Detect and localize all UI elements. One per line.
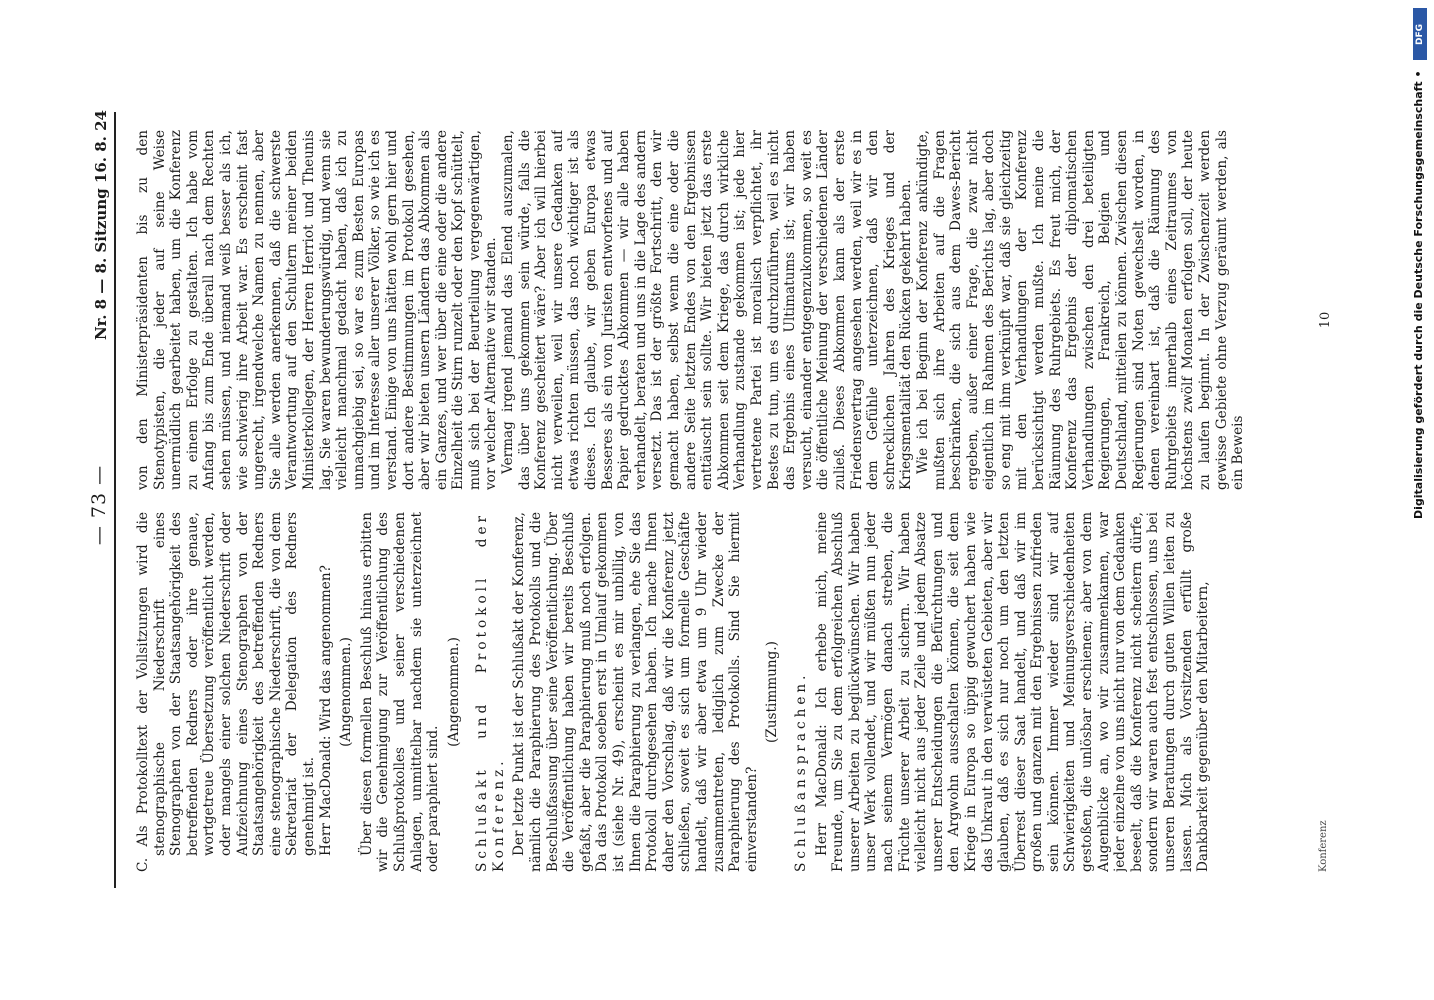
paragraph: Wie ich bei Beginn der Konferenz ankündigte, mußten sich ihre Arbeiten auf die Fragen beschränken, die sich aus dem Dawes-Bericht ergeben, außer einer Frage, die zwar nicht eigentlich im Rahmen des Berichts lag, aber doch so eng mit ihm verknüpft war, daß sie gleichzeitig mit den Verhandlungen der Konferenz berücksichtigt werden mußte. Ich meine die Räumung des Ruhrgebiets. Es freut mich, der Konferenz das Ergebnis der diplomatischen Verhandlungen zwischen den drei beteiligten Regierungen, Frankreich, Belgien und Deutschland, mitteilen zu können. Zwischen diesen Regierungen sind Noten gewechselt worden, in denen vereinbart ist, daß die Räumung des Ruhrgebiets innerhalb eines Zeitraumes von höchstens zwölf Monaten erfolgen soll, der heute zu laufen beginnt. In der Zwischenzeit werden gewisse Gebiete ohne Verzug geräumt werden, als ein Beweis xyxy=(914,130,1247,490)
interjection: (Angenommen.) xyxy=(445,637,462,747)
session-label: Nr. 8 — 8. Sitzung 16. 8. 24 xyxy=(92,110,110,341)
header-rule xyxy=(114,112,116,888)
paragraph: Der letzte Punkt ist der Schlußakt der Konferenz, nämlich die Paraphierung des Protokolls und die Beschlußfassung über seine Veröffentlichung. Über die Veröffentlichung haben wir bereits Beschluß gefaßt, aber die Paraphierung muß noch erfolgen. Da das Protokoll soeben erst in Umlauf gekommen ist (siehe Nr. 49), erscheint es mir unbillig, von Ihnen die Paraphierung zu verlangen, ehe Sie das Protokoll durchgesehen haben. Ich mache Ihnen daher den Vorschlag, daß wir die Konferenz jetzt schließen, soweit es sich um formelle Geschäfte handelt, daß wir aber etwa um 9 Uhr wieder zusammentreten, lediglich zum Zwecke der Paraphierung des Protokolls. Sind Sie hiermit einverstanden? xyxy=(511,512,760,872)
paragraph: C. Als Protokolltext der Vollsitzungen wird die stenographische Niederschrift eines Stenographen von der Staatsangehörigkeit des betreffenden Redners oder ihre genaue, wortgetreue Übersetzung veröffentlicht werden, oder mangels einer solchen Niederschrift oder Aufzeichnung eines Stenographen von der Staatsangehörigkeit des betreffenden Redners eine stenographische Niederschrift, die von dem Sekretariat der Delegation des Redners genehmigt ist. xyxy=(135,512,317,872)
digitisation-notice: Digitalisierung gefördert durch die Deutsche Forschungsgemeinschaft • xyxy=(1412,70,1425,519)
footer-page-index: 10 xyxy=(1318,311,1333,329)
paragraph: Herr MacDonald: Ich erhebe mich, meine Freunde, um Sie zu dem erfolgreichen Abschluß unserer Arbeiten zu beglückwünschen. Wir haben unser Werk vollendet, und wir müßten nun jeder nach seinem Vermögen danach streben, die Früchte unserer Arbeit zu sichern. Wir haben vielleicht nicht aus jeder Zeile und jedem Absatze unserer Entscheidungen die Befürchtungen und den Argwohn ausschalten können, die seit dem Kriege in Europa so üppig gewuchert haben wie das Unkraut in den verwüsteten Gebieten, aber wir glauben, daß es sich nur noch um den letzten Überrest dieser Saat handelt, und daß wir im großen und ganzen mit den Ergebnissen zufrieden sein können. Immer wieder sind wir auf Schwierigkeiten und Meinungsverschiedenheiten gestoßen, die unlösbar erschienen; aber von dem Augenblicke an, wo wir zusammenkamen, war jeder einzelne von uns nicht nur von dem Gedanken beseelt, daß die Konferenz nicht scheitern dürfe, sondern wir waren auch fest entschlossen, uns bei unseren Beratungen durch guten Willen leiten zu lassen. Mich als Vorsitzenden erfüllt große Dankbarkeit gegenüber den Mitarbeitern, xyxy=(813,512,1212,872)
footer-mark: Konferenz xyxy=(1318,820,1329,872)
interjection: (Zustimmung.) xyxy=(764,641,781,743)
interjection: (Angenommen.) xyxy=(338,637,355,747)
paragraph: von den Ministerpräsidenten bis zu den Stenotypisten, die jeder auf seine Weise unermüdlich gearbeitet haben, um die Konferenz zu einem Erfolge zu gestalten. Ich habe vom Anfang bis zum Ende überall nach dem Rechten sehen müssen, und niemand weiß besser als ich, wie schwierig ihre Arbeit war. Es erscheint fast ungerecht, irgendwelche Namen zu nennen, aber Sie alle werden anerkennen, daß die schwerste Verantwortung auf den Schultern meiner beiden Ministerkollegen, der Herren Herriot und Theunis lag. Sie waren bewunderungswürdig, und wenn sie vielleicht manchmal gedacht haben, daß ich zu unnachgiebig sei, so war es zum Besten Europas und im Interesse aller unserer Völker, so wie ich es verstand. Einige von uns hätten wohl gern hier und dort andere Bestimmungen im Protokoll gesehen, aber wir bieten unsern Ländern das Abkommen als ein Ganzes, und wer über die eine oder die andere Einzelheit die Stirn runzelt oder den Kopf schüttelt, muß sich bei der Beurteilung vergegenwärtigen, vor welcher Alternative wir standen. xyxy=(135,130,500,490)
paragraph: Herr MacDonald: Wird das angenommen? xyxy=(317,565,334,856)
page-header xyxy=(88,0,124,1000)
paragraph: Vermag irgend jemand das Elend auszumalen, das über uns gekommen sein würde, falls die Konferenz gescheitert wäre? Aber ich will hierbei nicht verweilen, weil wir unsere Gedanken auf etwas richten müssen, das noch wichtiger ist als dieses. Ich glaube, wir geben Europa etwas Besseres als ein von Juristen entworfenes und auf Papier gedrucktes Abkommen — wir alle haben verhandelt, beraten und uns in die Lage des andern versetzt. Das ist der größte Fortschritt, den wir gemacht haben, selbst wenn die eine oder die andere Seite letzten Endes von den Ergebnissen enttäuscht sein sollte. Wir bieten jetzt das erste Abkommen seit dem Kriege, das durch wirkliche Verhandlung zustande gekommen ist; jede hier vertretene Partei ist moralisch verpflichtet, ihr Bestes zu tun, um es durchzuführen, weil es nicht das Ergebnis eines Ultimatums ist; wir haben versucht, einander entgegenzukommen, so weit es die öffentliche Meinung der verschiedenen Länder zuließ. Dieses Abkommen kann als der erste Friedensvertrag angesehen werden, weil wir es in dem Gefühle unterzeichnen, daß wir den schrecklichen Jahren des Krieges und der Kriegsmentalität den Rücken gekehrt haben. xyxy=(500,130,915,490)
page-number: — 73 — xyxy=(88,464,110,546)
left-column xyxy=(135,512,1295,872)
right-column xyxy=(135,130,1295,490)
dfg-logo-icon: DFG xyxy=(1413,8,1427,60)
section-heading: Schlußansprachen. xyxy=(792,671,809,872)
digitisation-strip xyxy=(1404,0,1434,1000)
paragraph: Über diesen formellen Beschluß hinaus erbitten wir die Genehmigung zur Veröffentlichung des Schlußprotokolles und seiner verschiedenen Anlagen, unmittelbar nachdem sie unterzeichnet oder paraphiert sind. xyxy=(358,512,442,872)
section-heading: Schlußakt und Protokoll der Konferenz. xyxy=(474,512,507,872)
